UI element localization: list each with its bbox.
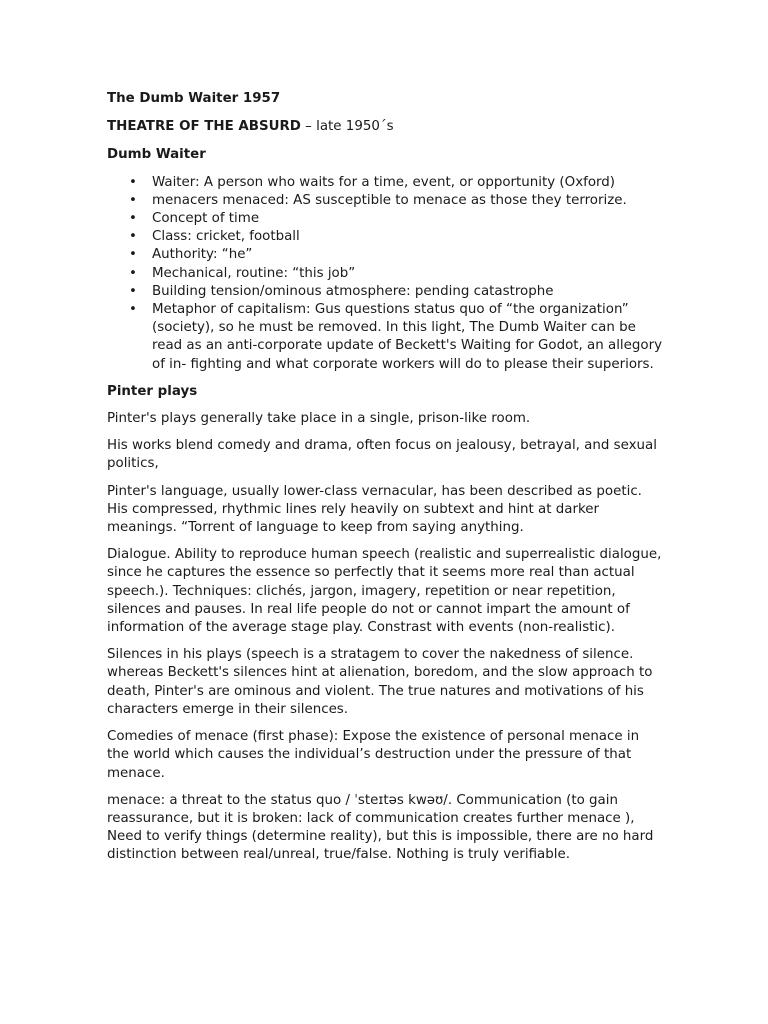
bullet-item: • Concept of time xyxy=(107,210,662,228)
paragraph: Silences in his plays (speech is a stratagem to cover the nakedness of silence. whereas Beckett's silences hint at alienation, boredom, and the slow approach to death, Pinter's are ominous and violent. The true natures and motivations of his characters emerge in their silences. xyxy=(107,647,653,717)
section-heading-pinter-plays: Pinter plays xyxy=(107,383,198,399)
bullet-item: • menacers menaced: AS susceptible to menace as those they terrorize. xyxy=(107,192,662,210)
theatre-of-absurd-date: – late 1950´s xyxy=(300,119,394,135)
document-title: The Dumb Waiter 1957 xyxy=(107,91,281,106)
bullet-item: • Building tension/ominous atmosphere: pending catastrophe xyxy=(107,283,662,301)
section-heading-dumb-waiter: Dumb Waiter xyxy=(107,147,206,163)
paragraph: Pinter's plays generally take place in a single, prison-like room. xyxy=(107,411,531,427)
paragraph: Comedies of menace (first phase): Expose the existence of personal menace in the world which causes the individual’s destruction under the pressure of that menace. xyxy=(107,729,640,781)
bullet-item: • Waiter: A person who waits for a time, event, or opportunity (Oxford) xyxy=(107,174,662,192)
paragraph: His works blend comedy and drama, often focus on jealousy, betrayal, and sexual politics, xyxy=(107,438,657,472)
bullet-item: • Metaphor of capitalism: Gus questions status quo of “the organization” (society), so he must be removed. In this light, The Dumb Waiter can be read as an anti-corporate update of Beckett's Waiting for Godot, an allegory of in- fighting and what corporate workers will do to please their superiors. xyxy=(107,301,662,374)
theatre-of-absurd-label: THEATRE OF THE ABSURD xyxy=(107,119,301,135)
paragraph: Pinter's language, usually lower-class vernacular, has been described as poetic. His compressed, rhythmic lines rely heavily on subtext and hint at darker meanings. “Torrent of language to keep from saying anything. xyxy=(107,483,642,536)
bullet-item: • Class: cricket, football xyxy=(107,228,662,246)
dumb-waiter-bullet-list xyxy=(107,174,662,374)
paragraph: menace: a threat to the status quo / ˈsteɪtəs kwəʊ/. Communication (to gain reassurance, but it is broken: lack of communication creates further menace ), Need to verify things (determine reality), but this is impossible, there are no hard distinction between real/unreal, true/false. Nothing is truly verifiable. xyxy=(107,792,654,863)
bullet-item: • Authority: “he” xyxy=(107,246,662,264)
document-page xyxy=(107,90,662,874)
paragraph: Dialogue. Ability to reproduce human speech (realistic and superrealistic dialogue, since he captures the essence so perfectly that it seems more real than actual speech.). Techniques: clichés, jargon, imagery, repetition or near repetition, silences and pauses. In real life people do not or cannot impart the amount of information of the average stage play. Constrast with events (non-realistic). xyxy=(107,547,662,636)
theatre-of-absurd-heading xyxy=(107,118,662,136)
bullet-item: • Mechanical, routine: “this job” xyxy=(107,265,662,283)
